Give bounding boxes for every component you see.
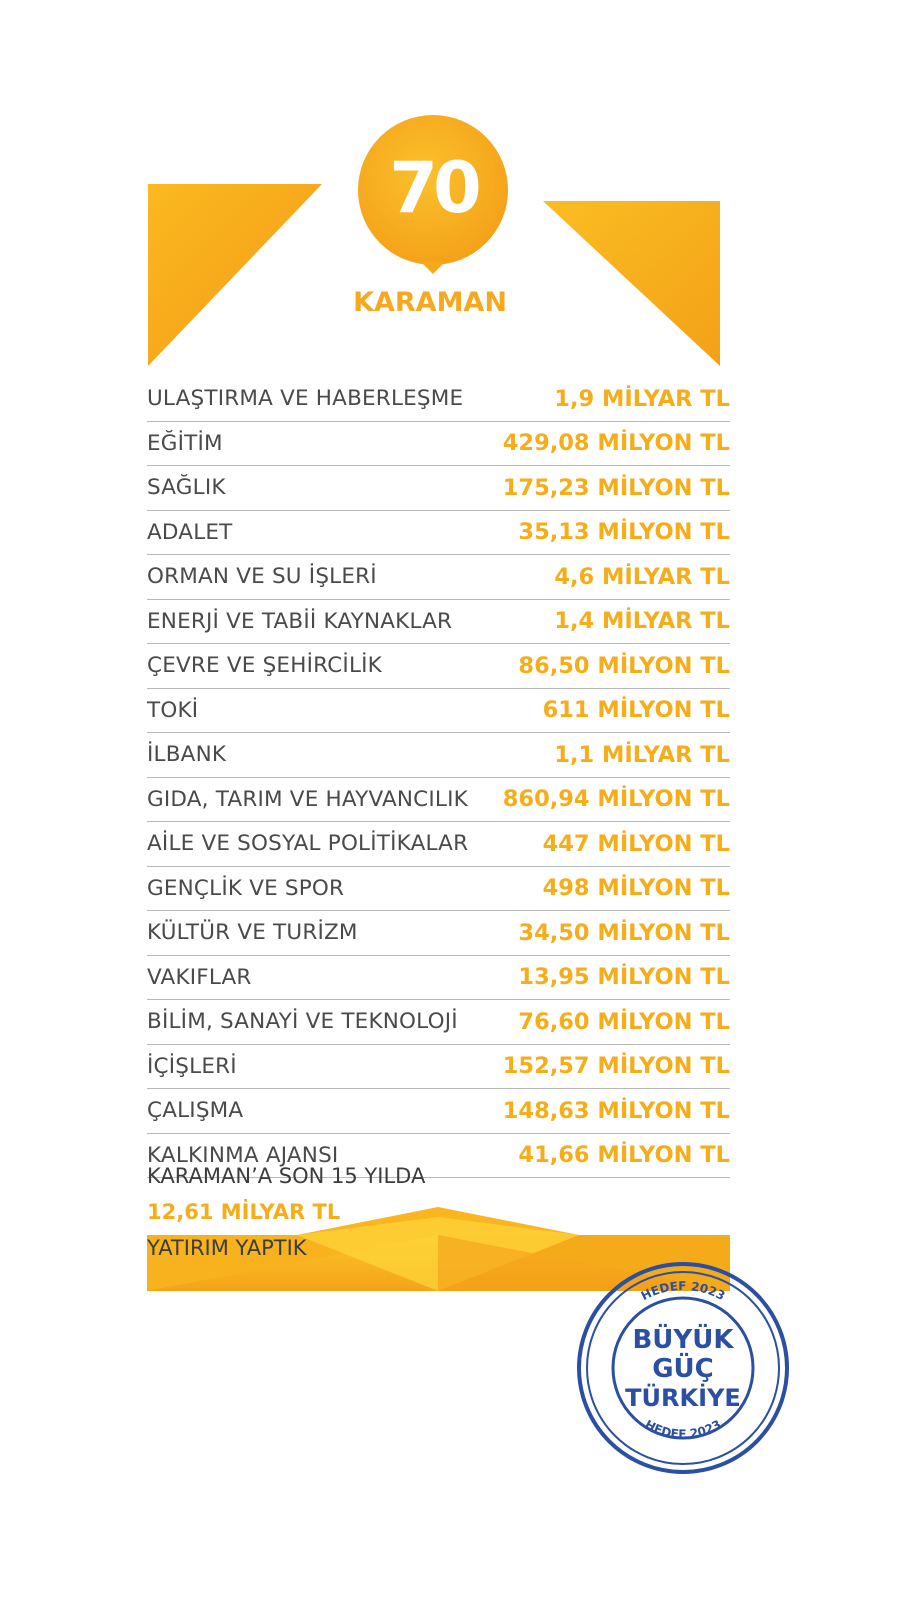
sector-label: GENÇLİK VE SPOR (147, 875, 345, 901)
table-row (147, 1089, 730, 1134)
sector-label: TOKİ (147, 697, 199, 723)
summary-line: KARAMAN’A SON 15 YILDA (147, 1164, 426, 1188)
table-row (147, 644, 730, 689)
sector-label: ÇEVRE VE ŞEHİRCİLİK (147, 653, 382, 679)
amount-value: 86,50 MİLYON TL (518, 652, 730, 679)
amount-value: 175,23 MİLYON TL (502, 474, 730, 501)
sector-label: GIDA, TARIM VE HAYVANCILIK (147, 786, 468, 812)
amount-value: 148,63 MİLYON TL (502, 1097, 730, 1124)
stamp-word: TÜRKİYE (625, 1384, 741, 1412)
stamp-ring-text: HEDEF 2023 (642, 1417, 724, 1442)
amount-value: 152,57 MİLYON TL (502, 1053, 730, 1080)
amount-value: 498 MİLYON TL (542, 875, 730, 902)
table-row (147, 778, 730, 823)
amount-value: 860,94 MİLYON TL (502, 786, 730, 813)
table-row (147, 511, 730, 556)
amount-value: 76,60 MİLYON TL (518, 1008, 730, 1035)
amount-value: 4,6 MİLYAR TL (554, 563, 730, 590)
sector-label: BİLİM, SANAYİ VE TEKNOLOJİ (147, 1009, 458, 1035)
sector-label: EĞİTİM (147, 430, 223, 456)
summary-line: YATIRIM YAPTIK (147, 1236, 307, 1260)
sector-label: KÜLTÜR VE TURİZM (147, 920, 358, 946)
summary-total: 12,61 MİLYAR TL (147, 1200, 341, 1224)
amount-value: 1,1 MİLYAR TL (554, 741, 730, 768)
sector-label: ULAŞTIRMA VE HABERLEŞME (147, 386, 464, 412)
table-row (147, 733, 730, 778)
investment-table (147, 377, 730, 1178)
sector-label: AİLE VE SOSYAL POLİTİKALAR (147, 831, 469, 857)
table-row (147, 1045, 730, 1090)
table-row (147, 689, 730, 734)
stamp-ring-text: HEDEF 2023 (638, 1278, 728, 1304)
sector-label: İLBANK (147, 742, 227, 768)
table-row (147, 422, 730, 467)
table-row (147, 822, 730, 867)
amount-value: 611 MİLYON TL (542, 697, 730, 724)
amount-value: 1,9 MİLYAR TL (554, 385, 730, 412)
province-title: KARAMAN (353, 287, 507, 318)
amount-value: 447 MİLYON TL (542, 830, 730, 857)
sector-label: VAKIFLAR (147, 964, 252, 990)
amount-value: 13,95 MİLYON TL (518, 964, 730, 991)
table-row (147, 600, 730, 645)
sector-label: ÇALIŞMA (147, 1098, 244, 1124)
table-row (147, 555, 730, 600)
plate-number: 70 (389, 147, 477, 229)
table-row (147, 1000, 730, 1045)
sector-label: ADALET (147, 519, 233, 545)
table-row (147, 956, 730, 1001)
sector-label: ENERJİ VE TABİİ KAYNAKLAR (147, 608, 453, 634)
amount-value: 41,66 MİLYON TL (518, 1142, 730, 1169)
hedef-2023-stamp-logo (573, 1258, 793, 1478)
right-triangle-shape (543, 201, 720, 366)
amount-value: 429,08 MİLYON TL (502, 430, 730, 457)
sector-label: İÇİŞLERİ (147, 1053, 237, 1079)
sector-label: SAĞLIK (147, 475, 226, 501)
table-row (147, 377, 730, 422)
table-row (147, 867, 730, 912)
stamp-word: GÜÇ (652, 1354, 714, 1384)
table-row (147, 911, 730, 956)
amount-value: 1,4 MİLYAR TL (554, 608, 730, 635)
table-row (147, 466, 730, 511)
left-triangle-shape (148, 184, 322, 366)
amount-value: 34,50 MİLYON TL (518, 919, 730, 946)
sector-label: ORMAN VE SU İŞLERİ (147, 564, 377, 590)
amount-value: 35,13 MİLYON TL (518, 519, 730, 546)
sector-label: KALKINMA AJANSI (147, 1142, 339, 1168)
stamp-word: BÜYÜK (632, 1325, 734, 1355)
